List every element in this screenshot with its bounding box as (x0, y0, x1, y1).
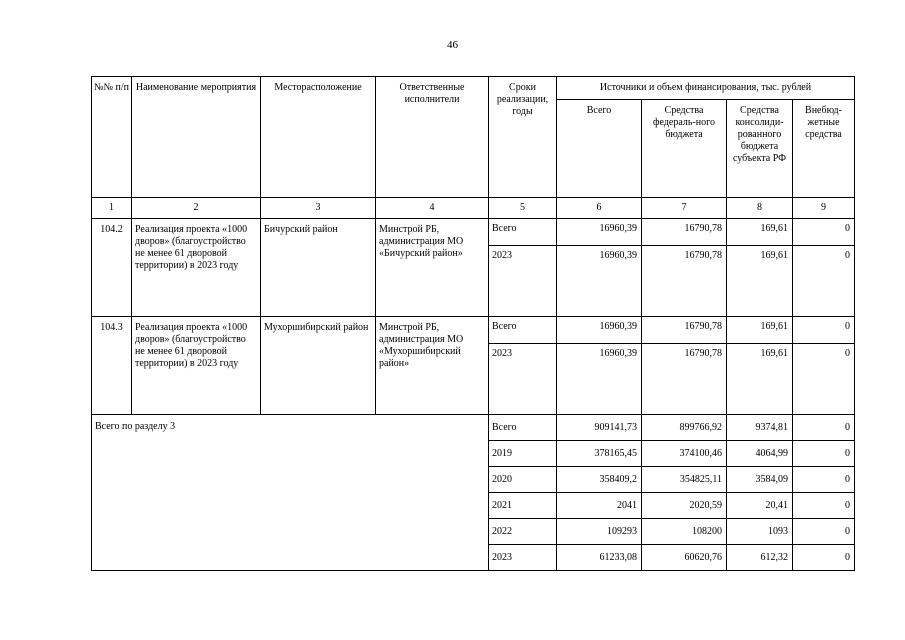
summary-federal: 899766,92 (642, 415, 727, 441)
row-extra: 0 (793, 344, 855, 415)
summary-regional: 3584,09 (727, 467, 793, 493)
row-index: 104.2 (92, 219, 132, 317)
row-regional: 169,61 (727, 246, 793, 317)
row-period: 2023 (489, 344, 557, 415)
summary-total: 2041 (557, 493, 642, 519)
row-location: Мухоршибирский район (261, 317, 376, 415)
row-extra: 0 (793, 246, 855, 317)
header-federal: Средства федераль-ного бюджета (642, 100, 727, 198)
header-location: Месторасположение (261, 77, 376, 198)
summary-extra: 0 (793, 493, 855, 519)
summary-extra: 0 (793, 519, 855, 545)
row-extra: 0 (793, 317, 855, 344)
row-total: 16960,39 (557, 219, 642, 246)
column-number: 6 (557, 198, 642, 219)
row-federal: 16790,78 (642, 246, 727, 317)
summary-regional: 20,41 (727, 493, 793, 519)
row-responsible: Минстрой РБ, администрация МО «Бичурский район» (376, 219, 489, 317)
row-total: 16960,39 (557, 344, 642, 415)
summary-extra: 0 (793, 441, 855, 467)
summary-period: 2022 (489, 519, 557, 545)
row-index: 104.3 (92, 317, 132, 415)
row-federal: 16790,78 (642, 344, 727, 415)
column-number: 2 (132, 198, 261, 219)
header-period: Сроки реализации, годы (489, 77, 557, 198)
summary-period: 2020 (489, 467, 557, 493)
row-location: Бичурский район (261, 219, 376, 317)
header-extra: Внебюд-жетные средства (793, 100, 855, 198)
column-numbers-row (92, 198, 855, 219)
summary-total: 358409,2 (557, 467, 642, 493)
page-number: 46 (447, 39, 458, 51)
summary-regional: 4064,99 (727, 441, 793, 467)
summary-total: 61233,08 (557, 545, 642, 571)
summary-regional: 9374,81 (727, 415, 793, 441)
row-period: Всего (489, 219, 557, 246)
row-period: Всего (489, 317, 557, 344)
summary-label: Всего по разделу 3 (92, 415, 489, 571)
row-regional: 169,61 (727, 344, 793, 415)
header-funding: Источники и объем финансирования, тыс. рублей (557, 77, 855, 100)
row-federal: 16790,78 (642, 317, 727, 344)
row-regional: 169,61 (727, 219, 793, 246)
row-name: Реализация проекта «1000 дворов» (благоустройство не менее 61 дворовой территории) в 2023 году (132, 219, 261, 317)
header-responsible: Ответственные исполнители (376, 77, 489, 198)
summary-total: 378165,45 (557, 441, 642, 467)
summary-period: 2023 (489, 545, 557, 571)
summary-federal: 2020,59 (642, 493, 727, 519)
header-row (92, 77, 855, 100)
row-name: Реализация проекта «1000 дворов» (благоустройство не менее 61 дворовой территории) в 2023 году (132, 317, 261, 415)
row-total: 16960,39 (557, 317, 642, 344)
row-period: 2023 (489, 246, 557, 317)
row-responsible: Минстрой РБ, администрация МО «Мухоршибирский район» (376, 317, 489, 415)
column-number: 5 (489, 198, 557, 219)
column-number: 9 (793, 198, 855, 219)
table-row (92, 219, 855, 246)
summary-federal: 374100,46 (642, 441, 727, 467)
summary-row (92, 415, 855, 441)
header-total: Всего (557, 100, 642, 198)
summary-federal: 60620,76 (642, 545, 727, 571)
summary-regional: 1093 (727, 519, 793, 545)
row-regional: 169,61 (727, 317, 793, 344)
header-regional: Средства консолиди-рованного бюджета субъекта РФ (727, 100, 793, 198)
summary-period: 2019 (489, 441, 557, 467)
column-number: 7 (642, 198, 727, 219)
row-total: 16960,39 (557, 246, 642, 317)
column-number: 1 (92, 198, 132, 219)
summary-total: 909141,73 (557, 415, 642, 441)
summary-extra: 0 (793, 467, 855, 493)
row-extra: 0 (793, 219, 855, 246)
header-index: №№ п/п (92, 77, 132, 198)
summary-period: Всего (489, 415, 557, 441)
row-federal: 16790,78 (642, 219, 727, 246)
summary-regional: 612,32 (727, 545, 793, 571)
summary-extra: 0 (793, 545, 855, 571)
column-number: 8 (727, 198, 793, 219)
table-row (92, 317, 855, 344)
funding-table (91, 76, 855, 571)
column-number: 3 (261, 198, 376, 219)
summary-extra: 0 (793, 415, 855, 441)
header-name: Наименование мероприятия (132, 77, 261, 198)
summary-federal: 354825,11 (642, 467, 727, 493)
summary-period: 2021 (489, 493, 557, 519)
summary-federal: 108200 (642, 519, 727, 545)
column-number: 4 (376, 198, 489, 219)
summary-total: 109293 (557, 519, 642, 545)
